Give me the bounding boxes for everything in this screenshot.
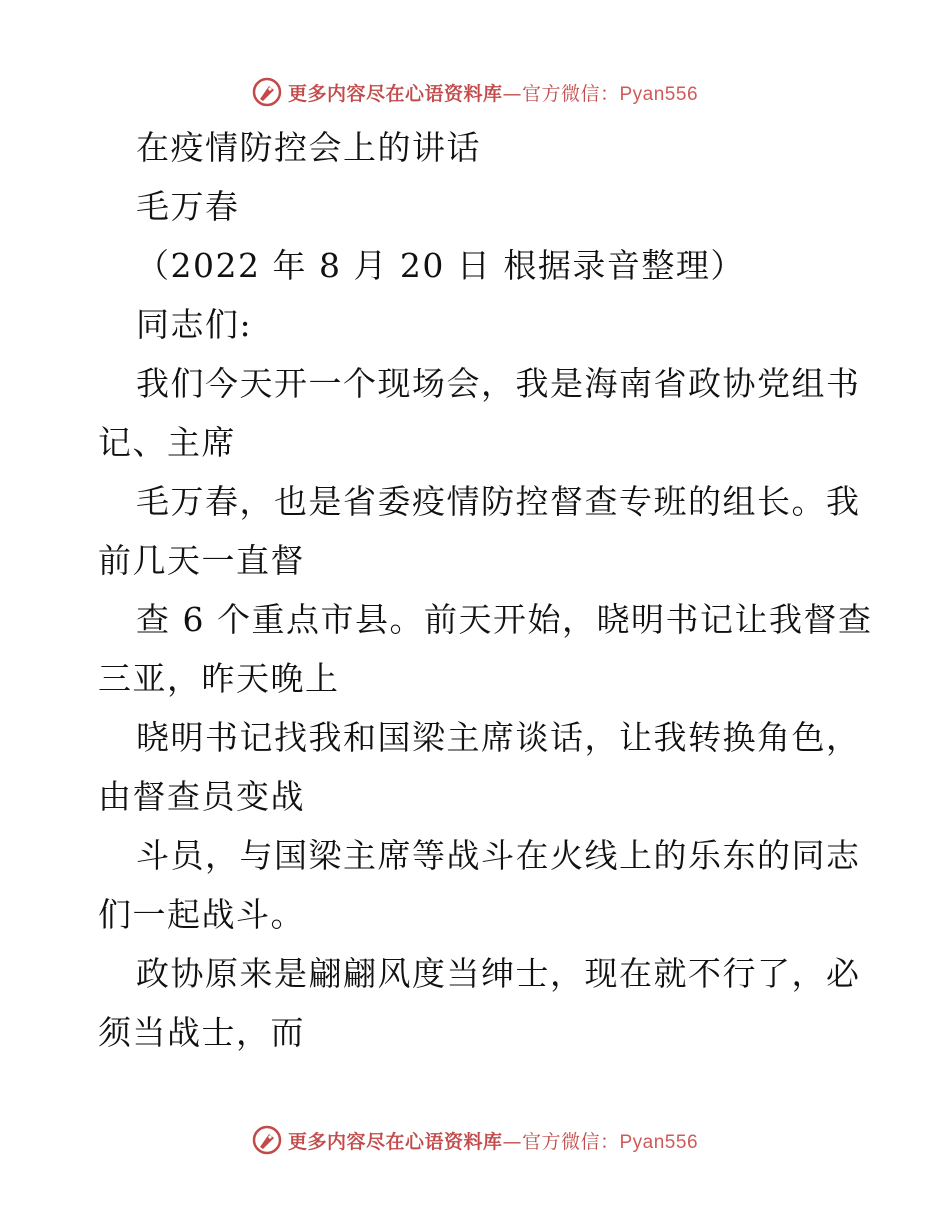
- doc-text-line: 晓明书记找我和国梁主席谈话，让我转换角色，: [136, 718, 861, 757]
- doc-text-line: 政协原来是翩翩风度当绅士，现在就不行了，必: [136, 954, 861, 993]
- watermark-separator: —: [502, 82, 522, 105]
- doc-author: 毛万春: [136, 187, 240, 226]
- document-body: [98, 118, 873, 1062]
- doc-date-note: （2022 年 8 月 20 日 根据录音整理）: [136, 246, 745, 285]
- pen-nib-logo-icon: [252, 1125, 282, 1155]
- doc-text-line: 毛万春，也是省委疫情防控督查专班的组长。我: [136, 482, 861, 521]
- doc-text-line: 查 6 个重点市县。前天开始，晓明书记让我督查: [136, 600, 873, 639]
- doc-text-line: 斗员，与国梁主席等战斗在火线上的乐东的同志: [136, 836, 861, 875]
- watermark-wechat-label: 官方微信：: [521, 82, 620, 105]
- doc-text-line: 们一起战斗。: [98, 895, 305, 934]
- doc-title: 在疫情防控会上的讲话: [136, 128, 481, 167]
- watermark-text: [288, 1127, 698, 1154]
- watermark-site: 更多内容尽在心语资料库: [287, 82, 503, 105]
- watermark-wechat-id: Pyan556: [619, 1131, 699, 1153]
- doc-text-line: 我们今天开一个现场会，我是海南省政协党组书: [136, 364, 861, 403]
- watermark-wechat-label: 官方微信：: [521, 1130, 620, 1153]
- doc-text-line: 记、主席: [98, 423, 236, 462]
- doc-salutation: 同志们:: [136, 305, 253, 344]
- pen-nib-logo-icon: [252, 77, 282, 107]
- doc-text-line: 须当战士，而: [98, 1013, 305, 1052]
- watermark-site: 更多内容尽在心语资料库: [287, 1130, 503, 1153]
- doc-text-line: 三亚，昨天晚上: [98, 659, 340, 698]
- doc-text-line: 前几天一直督: [98, 541, 305, 580]
- footer-watermark: [0, 1120, 950, 1160]
- header-watermark: [0, 72, 950, 112]
- doc-text-line: 由督查员变战: [98, 777, 305, 816]
- watermark-separator: —: [502, 1130, 522, 1153]
- watermark-wechat-id: Pyan556: [619, 83, 699, 105]
- watermark-text: [288, 79, 698, 106]
